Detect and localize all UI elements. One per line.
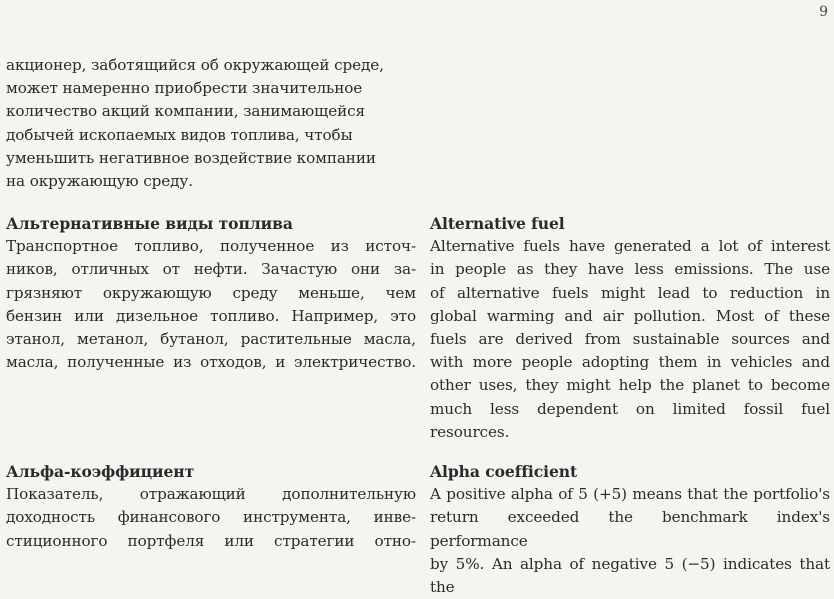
text-line: стиционного портфеля или стратегии отно-: [6, 531, 416, 550]
page-number: 9: [819, 4, 828, 20]
text-line: этанол, метанол, бутанол, растительные масла,: [6, 330, 416, 349]
text-line: global warming and air pollution. Most of these: [430, 306, 830, 325]
text-line: other uses, they might help the planet to become: [430, 376, 830, 395]
entry-en-alternative-fuel: [430, 212, 830, 444]
text-line: масла, полученные из отходов, и электричество.: [6, 353, 416, 372]
text-line: количество акций компании, занимающейся: [6, 102, 365, 121]
text-line: бензин или дизельное топливо. Например, это: [6, 306, 416, 325]
text-line: добычей ископаемых видов топлива, чтобы: [6, 125, 353, 144]
entry-title-en: Alpha coefficient: [430, 462, 578, 481]
entry-ru-alpha-coefficient: [6, 460, 416, 553]
entry-title-ru: Альфа-коэффициент: [6, 462, 195, 481]
text-line: much less dependent on limited fossil fuel: [430, 399, 830, 418]
text-line: ников, отличных от нефти. Зачастую они за-: [6, 260, 416, 279]
text-line: return exceeded the benchmark index's performance: [430, 508, 830, 550]
text-line: fuels are derived from sustainable sources and: [430, 330, 830, 349]
text-line: Показатель, отражающий дополнительную: [6, 485, 416, 504]
text-line: уменьшить негативное воздействие компании: [6, 148, 376, 167]
entry-title-en: Alternative fuel: [430, 214, 565, 233]
text-line: resources.: [430, 422, 510, 441]
continuation-paragraph: [6, 54, 416, 193]
text-line: A positive alpha of 5 (+5) means that the portfolio's: [430, 485, 830, 504]
text-line: на окружающую среду.: [6, 172, 193, 191]
text-line: with more people adopting them in vehicles and: [430, 353, 830, 372]
entry-ru-alternative-fuel: [6, 212, 416, 374]
text-line: акционер, заботящийся об окружающей среде,: [6, 56, 384, 74]
text-line: in people as they have less emissions. The use: [430, 260, 830, 279]
text-line: может намеренно приобрести значительное: [6, 79, 363, 98]
text-line: of alternative fuels might lead to reduction in: [430, 283, 830, 302]
text-line: доходность финансового инструмента, инве-: [6, 508, 416, 527]
text-line: грязняют окружающую среду меньше, чем: [6, 283, 416, 302]
text-line: Транспортное топливо, полученное из источ-: [6, 237, 416, 256]
text-line: Alternative fuels have generated a lot of interest: [430, 237, 830, 256]
entry-en-alpha-coefficient: [430, 460, 830, 599]
text-line: by 5%. An alpha of negative 5 (−5) indicates that the: [430, 554, 830, 597]
entry-title-ru: Альтернативные виды топлива: [6, 214, 293, 233]
